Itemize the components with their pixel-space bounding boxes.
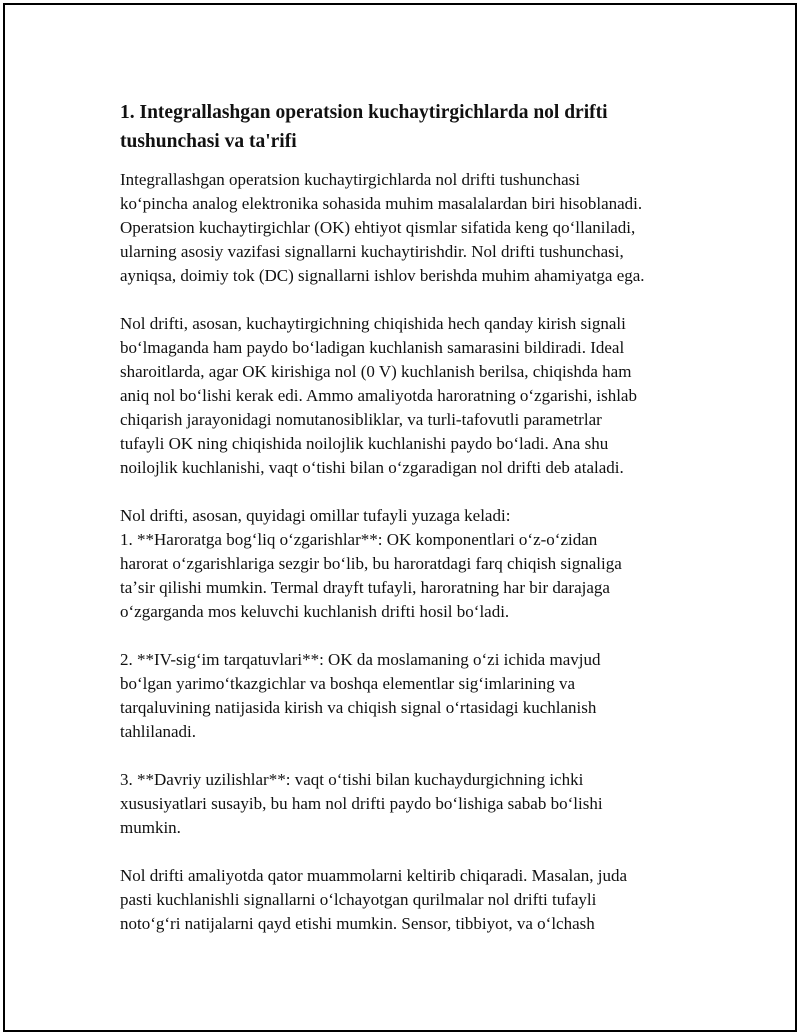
paragraph-intro: Integrallashgan operatsion kuchaytirgichlarda nol drifti tushunchasi koʻpincha analog elektronika sohasida muhim masalalardan biri hisoblanadi. Operatsion kuchaytirgichlar (OK) ehtiyot qismlar sifatida keng qoʻllaniladi, ularning asosiy vazifasi signallarni kuchaytirishdir. Nol drifti tushunchasi, ayniqsa, doimiy tok (DC) signallarni ishlov berishda muhim ahamiyatga ega. [120,170,645,285]
paragraph-causes-periodic: 3. **Davriy uzilishlar**: vaqt oʻtishi bilan kuchaydurgichning ichki xususiyatlari susayib, bu ham nol drifti paydo boʻlishiga sabab boʻlishi mumkin. [120,770,603,837]
paragraph-definition: Nol drifti, asosan, kuchaytirgichning chiqishida hech qanday kirish signali boʻlmaganda ham paydo boʻladigan kuchlanish samarasini bildiradi. Ideal sharoitlarda, agar OK kirishiga nol (0 V) kuchlanish berilsa, chiqishda ham aniq nol boʻlishi kerak edi. Ammo amaliyotda haroratning oʻzgarishi, ishlab chiqarish jarayonidagi nomutanosibliklar, va turli-tafovutli parametrlar tufayli OK ning chiqishida noilojlik kuchlanishi paydo boʻladi. Ana shu noilojlik kuchlanishi, vaqt oʻtishi bilan oʻzgaradigan nol drifti deb ataladi. [120,314,637,477]
paragraph-causes-capacitance: 2. **IV-sigʻim tarqatuvlari**: OK da moslamaning oʻzi ichida mavjud boʻlgan yarimoʻtkazgichlar va boshqa elementlar sigʻimlarining va tarqaluvining natijasida kirish va chiqish signal oʻrtasidagi kuchlanish tahlilanadi. [120,650,601,741]
page-frame [3,3,797,1032]
document-body [120,98,700,936]
section-heading: 1. Integrallashgan operatsion kuchaytirgichlarda nol drifti tushunchasi va ta'rifi [120,102,608,152]
paragraph-problems: Nol drifti amaliyotda qator muammolarni keltirib chiqaradi. Masalan, juda pasti kuchlanishli signallarni oʻlchayotgan qurilmalar nol drifti tufayli notoʻgʻri natijalarni qayd etishi mumkin. Sensor, tibbiyot, va oʻlchash [120,866,628,933]
paragraph-causes-temperature: Nol drifti, asosan, quyidagi omillar tufayli yuzaga keladi: 1. **Haroratga bogʻliq oʻzgarishlar**: OK komponentlari oʻz-oʻzidan harorat oʻzgarishlariga sezgir boʻlib, bu haroratdagi farq chiqish signaliga taʼsir qilishi mumkin. Termal drayft tufayli, haroratning har bir darajaga oʻzgarganda mos keluvchi kuchlanish drifti hosil boʻladi. [120,506,622,621]
